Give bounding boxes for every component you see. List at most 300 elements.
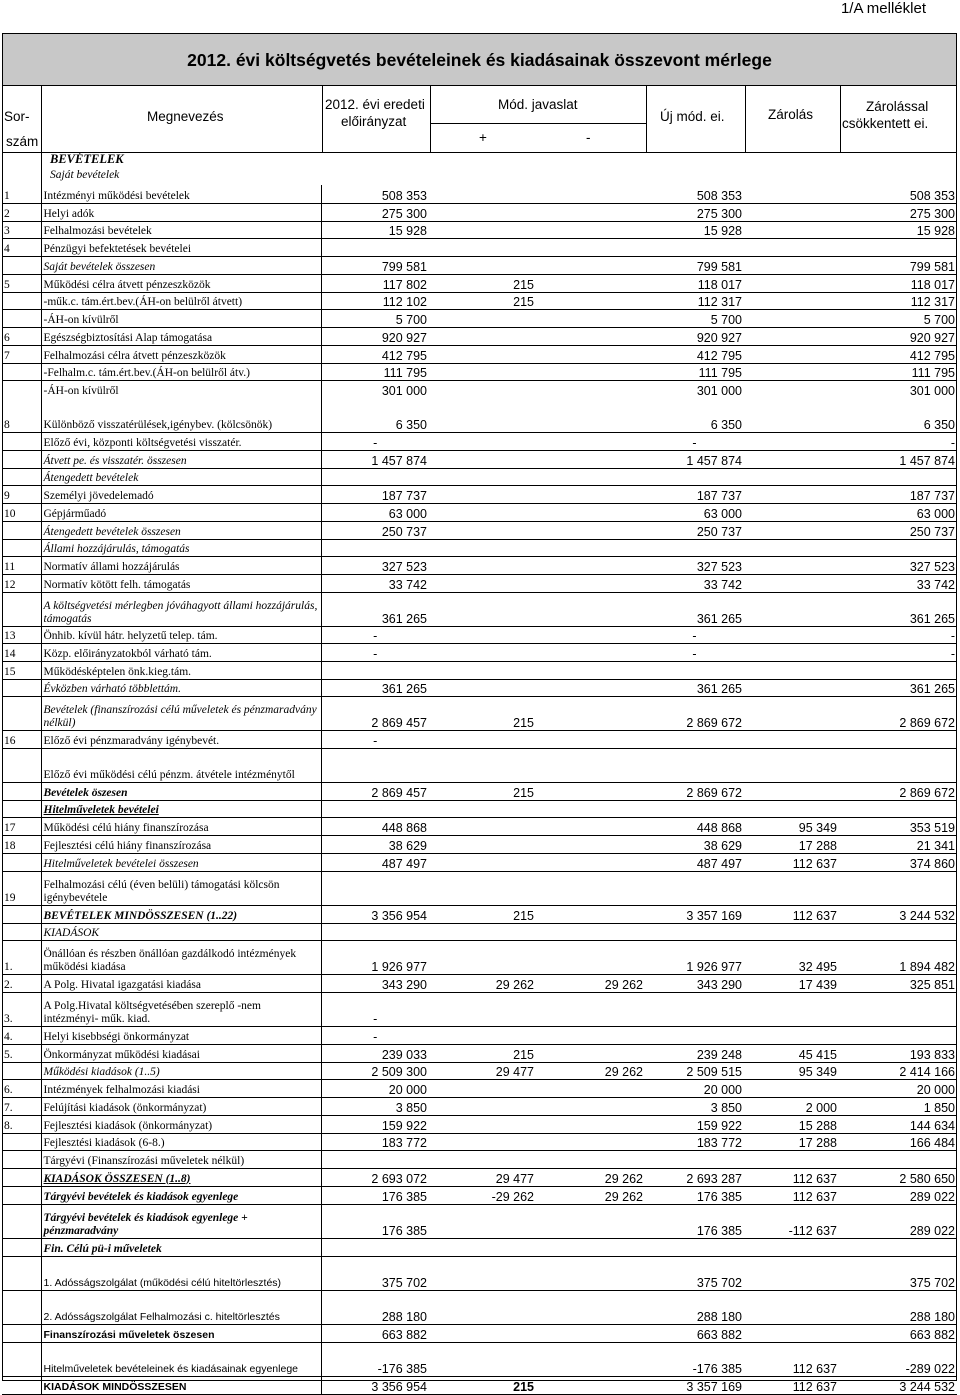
mod-plus-value: 215 (429, 1044, 536, 1062)
row-number: 16 (2, 730, 41, 748)
reduced-appropriation-value: - (839, 432, 957, 450)
freeze-value (744, 363, 839, 380)
mod-plus-value: 215 (429, 782, 536, 800)
original-appropriation-value: 3 356 954 (321, 1376, 429, 1394)
original-appropriation-value: 176 385 (321, 1186, 429, 1204)
header-zarolassal-line2: csökkentett ei. (842, 116, 929, 131)
reduced-appropriation-value: 288 180 (839, 1290, 957, 1324)
freeze-value: 17 288 (744, 1133, 839, 1150)
new-appropriation-value: 288 180 (645, 1290, 744, 1324)
reduced-appropriation-value: 2 869 672 (839, 782, 957, 800)
row-label: Működési célra átvett pénzeszközök (41, 274, 321, 292)
mod-plus-value (429, 835, 536, 853)
mod-minus-value: 29 262 (536, 1168, 645, 1186)
reduced-appropriation-value (839, 468, 957, 485)
row-number: 11 (2, 556, 41, 574)
original-appropriation-value: - (321, 1026, 429, 1044)
original-appropriation-value (321, 800, 429, 817)
row-number: 2 (2, 203, 41, 221)
reduced-appropriation-value: 289 022 (839, 1204, 957, 1238)
row-number (2, 1133, 41, 1150)
original-appropriation-value: 799 581 (321, 256, 429, 274)
row-number: 7 (2, 345, 41, 363)
row-number (2, 1186, 41, 1204)
mod-plus-value (429, 1256, 536, 1290)
mod-minus-value (536, 1324, 645, 1342)
freeze-value: 95 349 (744, 817, 839, 835)
row-label: Egészségbiztosítási Alap támogatása (41, 327, 321, 345)
original-appropriation-value: 448 868 (321, 817, 429, 835)
annex-label: 1/A melléklet (840, 0, 926, 17)
new-appropriation-value: 183 772 (645, 1133, 744, 1150)
new-appropriation-value: 3 357 169 (645, 1376, 744, 1394)
freeze-value (744, 292, 839, 309)
row-label: Működésképtelen önk.kieg.tám. (41, 661, 321, 679)
row-number: 4 (2, 238, 41, 256)
reduced-appropriation-value: 33 742 (839, 574, 957, 592)
new-appropriation-value: 799 581 (645, 256, 744, 274)
mod-minus-value (536, 1204, 645, 1238)
row-label: Finanszírozási műveletek öszesen (41, 1324, 321, 1342)
new-appropriation-value: 361 265 (645, 679, 744, 696)
row-label: Előző évi működési célú pénzm. átvétele intézménytől (41, 748, 321, 782)
original-appropriation-value: 920 927 (321, 327, 429, 345)
mod-plus-value: 215 (429, 292, 536, 309)
mod-plus-value (429, 432, 536, 450)
freeze-value: -112 637 (744, 1204, 839, 1238)
original-appropriation-value: 6 350 (321, 398, 429, 432)
freeze-value (744, 203, 839, 221)
row-number: 5. (2, 1044, 41, 1062)
freeze-value: 2 000 (744, 1097, 839, 1115)
new-appropriation-value: - (645, 643, 744, 661)
row-label: Fejlesztési kiadások (önkormányzat) (41, 1115, 321, 1133)
freeze-value: 112 637 (744, 905, 839, 923)
mod-minus-value (536, 432, 645, 450)
new-appropriation-value: 250 737 (645, 521, 744, 539)
original-appropriation-value: 2 509 300 (321, 1062, 429, 1079)
reduced-appropriation-value (839, 1026, 957, 1044)
freeze-value (744, 1238, 839, 1256)
new-appropriation-value: 487 497 (645, 853, 744, 871)
new-appropriation-value (645, 871, 744, 905)
reduced-appropriation-value: 144 634 (839, 1115, 957, 1133)
original-appropriation-value: 1 926 977 (321, 940, 429, 974)
new-appropriation-value (645, 992, 744, 1026)
reduced-appropriation-value: 2 580 650 (839, 1168, 957, 1186)
reduced-appropriation-value (839, 923, 957, 940)
row-label: Helyi adók (41, 203, 321, 221)
freeze-value (744, 1150, 839, 1168)
row-number (2, 1150, 41, 1168)
freeze-value: 95 349 (744, 1062, 839, 1079)
reduced-appropriation-value: 111 795 (839, 363, 957, 380)
new-appropriation-value: 20 000 (645, 1079, 744, 1097)
new-appropriation-value: 176 385 (645, 1204, 744, 1238)
reduced-appropriation-value: 193 833 (839, 1044, 957, 1062)
mod-minus-value (536, 256, 645, 274)
mod-plus-value (429, 748, 536, 782)
row-number: 1. (2, 940, 41, 974)
row-label: KIADÁSOK (41, 923, 321, 940)
original-appropriation-value: 275 300 (321, 203, 429, 221)
reduced-appropriation-value: 799 581 (839, 256, 957, 274)
new-appropriation-value: 343 290 (645, 974, 744, 992)
mod-plus-value (429, 679, 536, 696)
header-megnevezes: Megnevezés (147, 109, 224, 124)
row-number: 2. (2, 974, 41, 992)
reduced-appropriation-value (839, 539, 957, 556)
original-appropriation-value (321, 238, 429, 256)
row-label: A Polg. Hivatal igazgatási kiadása (41, 974, 321, 992)
new-appropriation-value: 375 702 (645, 1256, 744, 1290)
original-appropriation-value: 239 033 (321, 1044, 429, 1062)
new-appropriation-value: 15 928 (645, 221, 744, 238)
mod-plus-value (429, 853, 536, 871)
mod-plus-value (429, 1238, 536, 1256)
row-label: -ÁH-on kívülről (41, 309, 321, 327)
new-appropriation-value: 187 737 (645, 485, 744, 503)
table-row (2, 398, 957, 432)
mod-plus-value (429, 450, 536, 468)
row-number (2, 521, 41, 539)
original-appropriation-value: 301 000 (381, 384, 427, 398)
original-appropriation-value: 1 457 874 (321, 450, 429, 468)
original-appropriation-value (321, 539, 429, 556)
freeze-value (744, 1079, 839, 1097)
mod-plus-value (429, 521, 536, 539)
table-row (2, 539, 957, 556)
freeze-value: 112 637 (744, 1342, 839, 1376)
new-appropriation-value: 1 457 874 (645, 450, 744, 468)
original-appropriation-value: - (321, 643, 429, 661)
mod-minus-value (536, 1342, 645, 1376)
original-appropriation-value: - (321, 626, 429, 643)
row-label: A költségvetési mérlegben jóváhagyott állami hozzájárulás, támogatás (41, 592, 321, 626)
freeze-value (744, 380, 839, 398)
table-row (2, 238, 957, 256)
reduced-appropriation-value: 353 519 (839, 817, 957, 835)
new-appropriation-value (645, 923, 744, 940)
row-number: 15 (2, 661, 41, 679)
row-label: Fejlesztési kiadások (6-8.) (41, 1133, 321, 1150)
row-label: Állami hozzájárulás, támogatás (41, 539, 321, 556)
row-label: Önhib. kívül hátr. helyzetű telep. tám. (41, 626, 321, 643)
new-appropriation-value (645, 468, 744, 485)
table-row (2, 1062, 957, 1079)
freeze-value (744, 1290, 839, 1324)
mod-minus-value (536, 185, 645, 203)
mod-minus-value (536, 292, 645, 309)
reduced-appropriation-value: - (839, 626, 957, 643)
mod-plus-value (429, 871, 536, 905)
budget-table (2, 185, 957, 1395)
reduced-appropriation-value: 63 000 (839, 503, 957, 521)
row-number (2, 1290, 41, 1324)
mod-minus-value (536, 730, 645, 748)
original-appropriation-value (321, 871, 429, 905)
page-title: 2012. évi költségvetés bevételeinek és kiadásainak összevont mérlege (2, 33, 957, 86)
freeze-value (744, 503, 839, 521)
mod-plus-value: 215 (429, 274, 536, 292)
row-number (2, 1324, 41, 1342)
table-row (2, 1256, 957, 1290)
new-appropriation-value: 327 523 (645, 556, 744, 574)
new-appropriation-value: 2 869 672 (645, 782, 744, 800)
table-row (2, 1168, 957, 1186)
table-row (2, 1324, 957, 1342)
row-number (2, 292, 41, 309)
row-number: 6. (2, 1079, 41, 1097)
original-appropriation-value (321, 1150, 429, 1168)
freeze-value (744, 800, 839, 817)
row-label: Különböző visszatérülések,igénybev. (kölcsönök) (41, 398, 321, 432)
reduced-appropriation-value: 508 353 (839, 185, 957, 203)
new-appropriation-value: - (645, 432, 744, 450)
mod-minus-value (536, 503, 645, 521)
row-label: Átengedett bevételek összesen (41, 521, 321, 539)
table-row (2, 661, 957, 679)
reduced-appropriation-value (839, 1238, 957, 1256)
mod-minus-value (536, 923, 645, 940)
reduced-appropriation-value: 920 927 (839, 327, 957, 345)
table-row (2, 835, 957, 853)
row-label: -Felhalm.c. tám.ért.bev.(ÁH-on belülről átv.) (41, 363, 321, 380)
mod-plus-value (429, 363, 536, 380)
mod-minus-value (536, 1238, 645, 1256)
reduced-appropriation-value (839, 238, 957, 256)
freeze-value (744, 274, 839, 292)
table-row (2, 1079, 957, 1097)
reduced-appropriation-value: 361 265 (839, 679, 957, 696)
mod-plus-value (429, 992, 536, 1026)
freeze-value: 112 637 (744, 1376, 839, 1394)
header-eredeti-line1: 2012. évi eredeti (325, 97, 425, 112)
freeze-value (744, 574, 839, 592)
mod-plus-value (429, 1115, 536, 1133)
section-bevetelek: BEVÉTELEK (50, 152, 124, 166)
original-appropriation-value: 327 523 (321, 556, 429, 574)
reduced-appropriation-value: 412 795 (839, 345, 957, 363)
reduced-appropriation-value (839, 730, 957, 748)
row-label: Felhalmozási célra átvett pénzeszközök (41, 345, 321, 363)
table-row (2, 221, 957, 238)
freeze-value (744, 1324, 839, 1342)
row-label: Tárgyévi (Finanszírozási műveletek nélkül) (41, 1150, 321, 1168)
mod-plus-value (429, 940, 536, 974)
table-row (2, 1342, 957, 1376)
row-number: 9 (2, 485, 41, 503)
row-number: 6 (2, 327, 41, 345)
table-row (2, 871, 957, 905)
freeze-value (744, 309, 839, 327)
mod-minus-value (536, 327, 645, 345)
mod-minus-value (536, 485, 645, 503)
freeze-value (744, 748, 839, 782)
original-appropriation-value: 361 265 (321, 592, 429, 626)
row-label: Normatív állami hozzájárulás (41, 556, 321, 574)
table-row (2, 380, 957, 398)
row-label: Bevételek (finanszírozási célú műveletek és pénzmaradvány nélkül) (41, 696, 321, 730)
row-number (2, 905, 41, 923)
reduced-appropriation-value: 166 484 (839, 1133, 957, 1150)
row-number (2, 592, 41, 626)
new-appropriation-value: 3 357 169 (645, 905, 744, 923)
freeze-value: 17 439 (744, 974, 839, 992)
new-appropriation-value: 412 795 (645, 345, 744, 363)
new-appropriation-value (645, 800, 744, 817)
row-number (2, 539, 41, 556)
new-appropriation-value: 1 926 977 (645, 940, 744, 974)
reduced-appropriation-value: 275 300 (839, 203, 957, 221)
mod-plus-value (429, 1204, 536, 1238)
row-label: Személyi jövedelemadó (41, 485, 321, 503)
original-appropriation-value: 663 882 (321, 1324, 429, 1342)
table-row (2, 1115, 957, 1133)
row-number: 4. (2, 1026, 41, 1044)
row-number: 8. (2, 1115, 41, 1133)
new-appropriation-value: 176 385 (645, 1186, 744, 1204)
row-label: Átvett pe. és visszatér. összesen (41, 450, 321, 468)
freeze-value (744, 992, 839, 1026)
new-appropriation-value: 63 000 (645, 503, 744, 521)
row-label: Fin. Célú pü-i műveletek (41, 1238, 321, 1256)
mod-minus-value (536, 1256, 645, 1290)
mod-minus-value (536, 905, 645, 923)
freeze-value (744, 679, 839, 696)
original-appropriation-value: 112 102 (321, 292, 429, 309)
header-zarolassal-line1: Zárolással (866, 99, 929, 114)
row-number: 12 (2, 574, 41, 592)
reduced-appropriation-value: 1 894 482 (839, 940, 957, 974)
table-row (2, 503, 957, 521)
mod-minus-value (536, 1026, 645, 1044)
new-appropriation-value: 159 922 (645, 1115, 744, 1133)
mod-minus-value (536, 556, 645, 574)
freeze-value (744, 643, 839, 661)
table-row (2, 309, 957, 327)
table-row (2, 1097, 957, 1115)
new-appropriation-value: 38 629 (645, 835, 744, 853)
row-label: Intézményi működési bevételek (41, 185, 321, 203)
mod-plus-value (429, 309, 536, 327)
freeze-value (744, 432, 839, 450)
table-row (2, 853, 957, 871)
mod-plus-value (429, 1342, 536, 1376)
row-label: Fejlesztési célú hiány finanszírozása (41, 835, 321, 853)
reduced-appropriation-value: 2 869 672 (839, 696, 957, 730)
mod-minus-value (536, 363, 645, 380)
reduced-appropriation-value: 327 523 (839, 556, 957, 574)
mod-plus-value (429, 817, 536, 835)
original-appropriation-value: 508 353 (321, 185, 429, 203)
freeze-value (744, 539, 839, 556)
table-row (2, 905, 957, 923)
mod-minus-value (536, 274, 645, 292)
row-number: 19 (2, 871, 41, 905)
freeze-value: 45 415 (744, 1044, 839, 1062)
row-number (2, 1342, 41, 1376)
mod-minus-value (536, 835, 645, 853)
table-row (2, 817, 957, 835)
row-label: Működési kiadások (1..5) (41, 1062, 321, 1079)
reduced-appropriation-value: 250 737 (839, 521, 957, 539)
mod-plus-value: 215 (429, 905, 536, 923)
freeze-value: 32 495 (744, 940, 839, 974)
row-label: -műk.c. tám.ért.bev.(ÁH-on belülről átvett) (41, 292, 321, 309)
row-number (2, 363, 41, 380)
new-appropriation-value: 5 700 (645, 309, 744, 327)
reduced-appropriation-value: 3 244 532 (839, 905, 957, 923)
table-row (2, 1204, 957, 1238)
freeze-value (744, 696, 839, 730)
original-appropriation-value: 250 737 (321, 521, 429, 539)
mod-plus-value (429, 923, 536, 940)
row-label: Közp. előirányzatokból várható tám. (41, 643, 321, 661)
freeze-value (744, 782, 839, 800)
mod-minus-value (536, 940, 645, 974)
table-row (2, 940, 957, 974)
table-row (2, 1376, 957, 1394)
row-number (2, 853, 41, 871)
row-number (2, 1204, 41, 1238)
freeze-value: 112 637 (744, 1168, 839, 1186)
freeze-value (744, 1026, 839, 1044)
original-appropriation-value: 159 922 (321, 1115, 429, 1133)
table-row (2, 730, 957, 748)
mod-minus-value (536, 817, 645, 835)
new-appropriation-value: 2 869 672 (645, 696, 744, 730)
table-row (2, 574, 957, 592)
row-label: Működési célú hiány finanszírozása (41, 817, 321, 835)
freeze-value (744, 450, 839, 468)
row-label: Átengedett bevételek (41, 468, 321, 485)
row-number (2, 923, 41, 940)
freeze-value: 112 637 (744, 1186, 839, 1204)
mod-minus-value (536, 574, 645, 592)
row-label: Tárgyévi bevételek és kiadások egyenlege + pénzmaradvány (41, 1204, 321, 1238)
row-number (2, 679, 41, 696)
new-appropriation-value: 33 742 (645, 574, 744, 592)
mod-plus-value (429, 256, 536, 274)
reduced-appropriation-value: 2 414 166 (839, 1062, 957, 1079)
table-row (2, 327, 957, 345)
mod-minus-value (536, 539, 645, 556)
freeze-value (744, 398, 839, 432)
original-appropriation-value: 343 290 (321, 974, 429, 992)
row-number (2, 782, 41, 800)
row-number: 10 (2, 503, 41, 521)
mod-minus-value (536, 592, 645, 626)
row-number (2, 1256, 41, 1290)
freeze-value (744, 556, 839, 574)
mod-minus-value (536, 992, 645, 1026)
original-appropriation-value: 111 795 (321, 363, 429, 380)
original-appropriation-value: 38 629 (321, 835, 429, 853)
reduced-appropriation-value (839, 661, 957, 679)
original-appropriation-value: 487 497 (321, 853, 429, 871)
new-appropriation-value: 361 265 (645, 592, 744, 626)
table-row (2, 679, 957, 696)
mod-plus-value (429, 539, 536, 556)
freeze-value (744, 256, 839, 274)
header-plus: + (479, 130, 487, 145)
reduced-appropriation-value (839, 748, 957, 782)
mod-plus-value (429, 1150, 536, 1168)
row-number: 13 (2, 626, 41, 643)
reduced-appropriation-value: 187 737 (839, 485, 957, 503)
table-row (2, 345, 957, 363)
